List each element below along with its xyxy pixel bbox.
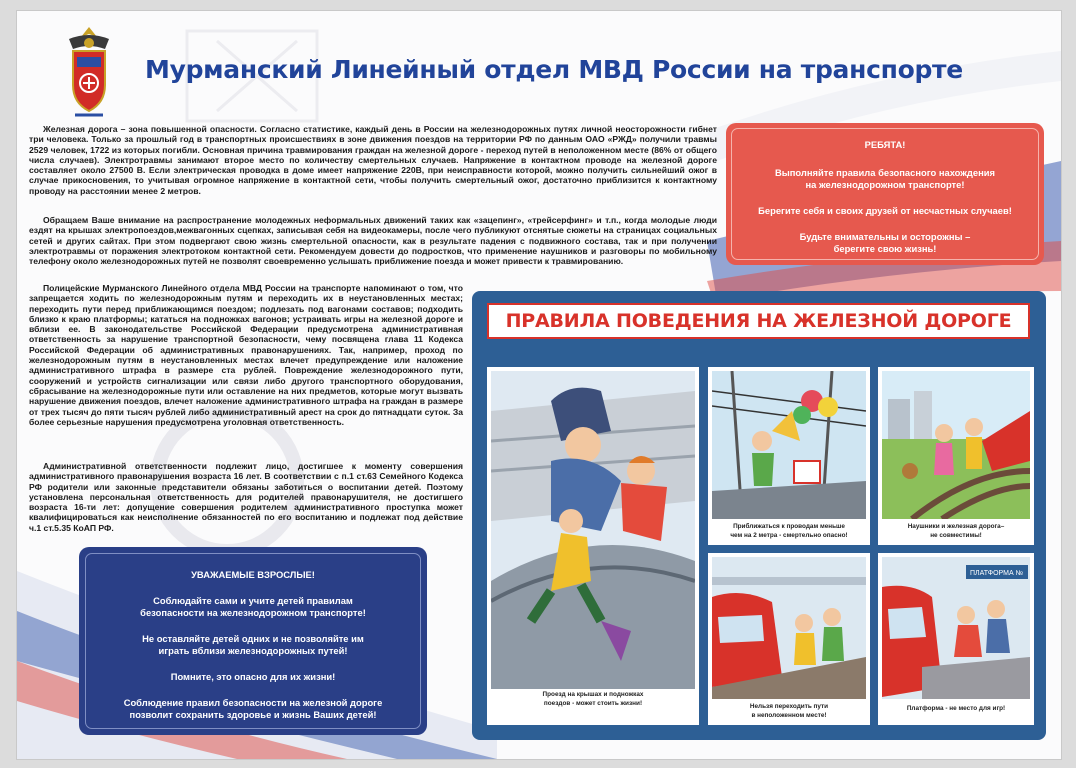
intro-paragraph-1 [29, 124, 717, 196]
rules-title: ПРАВИЛА ПОВЕДЕНИЯ НА ЖЕЛЕЗНОЙ ДОРОГЕ [487, 303, 1030, 339]
caption-crossing-2: в неположенном месте! [751, 712, 827, 719]
kids-line-1: Выполняйте правила безопасного нахождения [774, 167, 995, 178]
kids-line-5: берегите свою жизнь! [833, 243, 937, 254]
page-title: Мурманский Линейный отдел МВД России на транспорте [145, 55, 963, 84]
caption-wires-2: чем на 2 метра - смертельно опасно! [730, 532, 848, 539]
caption-headphones-2: не совместимы! [930, 532, 982, 539]
kids-line-2: на железнодорожном транспорте! [805, 179, 965, 190]
adults-line-6: Соблюдение правил безопасности на железной дороге [123, 697, 383, 708]
kids-line-4: Будьте внимательны и осторожны – [799, 231, 971, 242]
intro-paragraph-2 [29, 215, 717, 266]
intro-paragraph-4 [29, 461, 463, 533]
illustration-headphones [878, 367, 1034, 545]
platform-sign-text: ПЛАТФОРМА № [970, 570, 1024, 577]
caption-platform: Платформа - не место для игр! [906, 705, 1006, 712]
rules-panel [472, 291, 1046, 740]
wires-illustration-icon [712, 371, 866, 519]
caption-wires-1: Приближаться к проводам меньше [733, 523, 845, 530]
illustration-crossing [708, 553, 870, 725]
platform-illustration-icon [882, 557, 1030, 699]
adults-line-4: играть вблизи железнодорожных путей! [158, 645, 348, 656]
crossing-illustration-icon [712, 557, 866, 699]
adults-line-7: позволит сохранить здоровье и жизнь Ваших детей! [129, 709, 377, 720]
adults-line-5: Помните, это опасно для их жизни! [170, 671, 336, 682]
illustration-roof-riding [487, 367, 699, 725]
intro-paragraph-3 [29, 283, 463, 427]
caption-crossing-1: Нельзя переходить пути [749, 703, 829, 710]
adults-line-1: Соблюдайте сами и учите детей правилам [153, 595, 353, 606]
adults-line-3: Не оставляйте детей одних и не позволяйте им [142, 633, 364, 644]
adults-warning-box [79, 547, 427, 735]
illustration-platform [878, 553, 1034, 725]
poster [16, 10, 1062, 760]
mvd-emblem-icon [55, 23, 123, 123]
illustration-wires [708, 367, 870, 545]
kids-heading: РЕБЯТА! [864, 139, 906, 150]
kids-line-3: Берегите себя и своих друзей от несчастных случаев! [758, 205, 1012, 216]
headphones-illustration-icon [882, 371, 1030, 519]
intro-text-3: Полицейские Мурманского Линейного отдела МВД России на транспорте напоминают о том, что запрещается ходить по железнодорожным путям и переходить их в неустановленных местах; переходить пути перед приближающимся поездом; подлезать под вагонами составов; подходить близко к краю платформы; кататься на подножках вагонов; устраивать игры на железной дороге и вблизи ее. В законодательстве Российской Федерации предусмотрена административная ответственность за нарушение транспортной безопасности, чему посвящена глава 11 Кодекса Российской Федерации об административных правонарушениях. Так, например, проход по железнодорожным путям в неустановленных местах влечет предупреждение или наложение административного штрафа в размере ста рублей. Повреждение железнодорожного пути, сооружений и устройств сигнализации или связи либо другого транспортного оборудования, сбрасывание на железнодорожные пути или оставление на них предметов, которые могут вызвать нарушение движения поездов, влечет наложение административного штрафа на граждан в размере от трех тысяч до пяти тысяч рублей либо административный арест на срок до пятнадцати суток. За более серьезные нарушения предусмотрена уголовная ответственность. [29, 283, 463, 427]
adults-line-2: безопасности на железнодорожном транспорте! [140, 607, 366, 618]
intro-text-1: Железная дорога – зона повышенной опасности. Согласно статистике, каждый день в России на железнодорожных путях личной неосторожности гибнет три человека. Только за прошлый год в транспортных происшествиях в зоне движения поездов на территории РФ по данным ОАО «РЖД» получили травмы 2529 человек, 1722 из которых погибли. Основная причина травмирования граждан на железной дороге - переход путей в неположенном месте (86% от общего числа случаев). Электротравмы занимают второе место по количеству смертельных случаев. Напряжение в контактном проводе на железной дороге составляет около 27500 В. Если электрическая проводка в доме имеет напряжение 220В, при неисправности которой, можно получить сильнейший ожог в случае прикосновения, то учитывая огромное напряжение в контактной сети, чтобы получить смертельный ожог, достаточно приблизится к контактному проводу на расстоянии менее 2 метров. [29, 124, 717, 196]
caption-headphones-1: Наушники и железная дорога– [907, 523, 1005, 530]
caption-roof-2: поездов - может стоить жизни! [543, 700, 643, 707]
caption-roof-1: Проезд на крышах и подножках [542, 691, 644, 698]
adults-heading: УВАЖАЕМЫЕ ВЗРОСЛЫЕ! [191, 569, 315, 580]
intro-text-4: Административной ответственности подлежит лицо, достигшее к моменту совершения административного правонарушения возраста 16 лет. В соответствии с п.1 ст.63 Семейного Кодекса РФ родители или законные представители обязаны заботиться о воспитании детей. Поэтому установлена персональная ответственность для родителей правонарушителя, не достигшего возраста 16-ти лет: допущение совершения родителем административного проступка может квалифицироваться как неисполнение обязанностей по его воспитанию и подлежат под действие ч.1 ст.5.35 КоАП РФ. [29, 461, 463, 533]
roof-riding-illustration-icon [491, 371, 695, 689]
intro-text-2: Обращаем Ваше внимание на распространение молодежных неформальных движений таких как «зацепинг», «трейсерфинг» и т.п., когда молодые люди ездят на крышах электропоездов,межвагонных сцепках, записывая себя на видеокамеры, после чего публикуют отснятые сюжеты на страницах социальных сетей и других сайтах. При этом подвергают свою жизнь смертельной опасности, как в результате падения с подвижного состава, так и при получении электротравмы от поражения электротоком контактной сети. Рекомендуем довести до подростков, что применение наушников и разговоры по мобильному телефону около железнодорожных путей не позволят своевременно услышать приближение поезда и может привести к травмированию. [29, 215, 717, 267]
kids-warning-box [726, 123, 1044, 265]
